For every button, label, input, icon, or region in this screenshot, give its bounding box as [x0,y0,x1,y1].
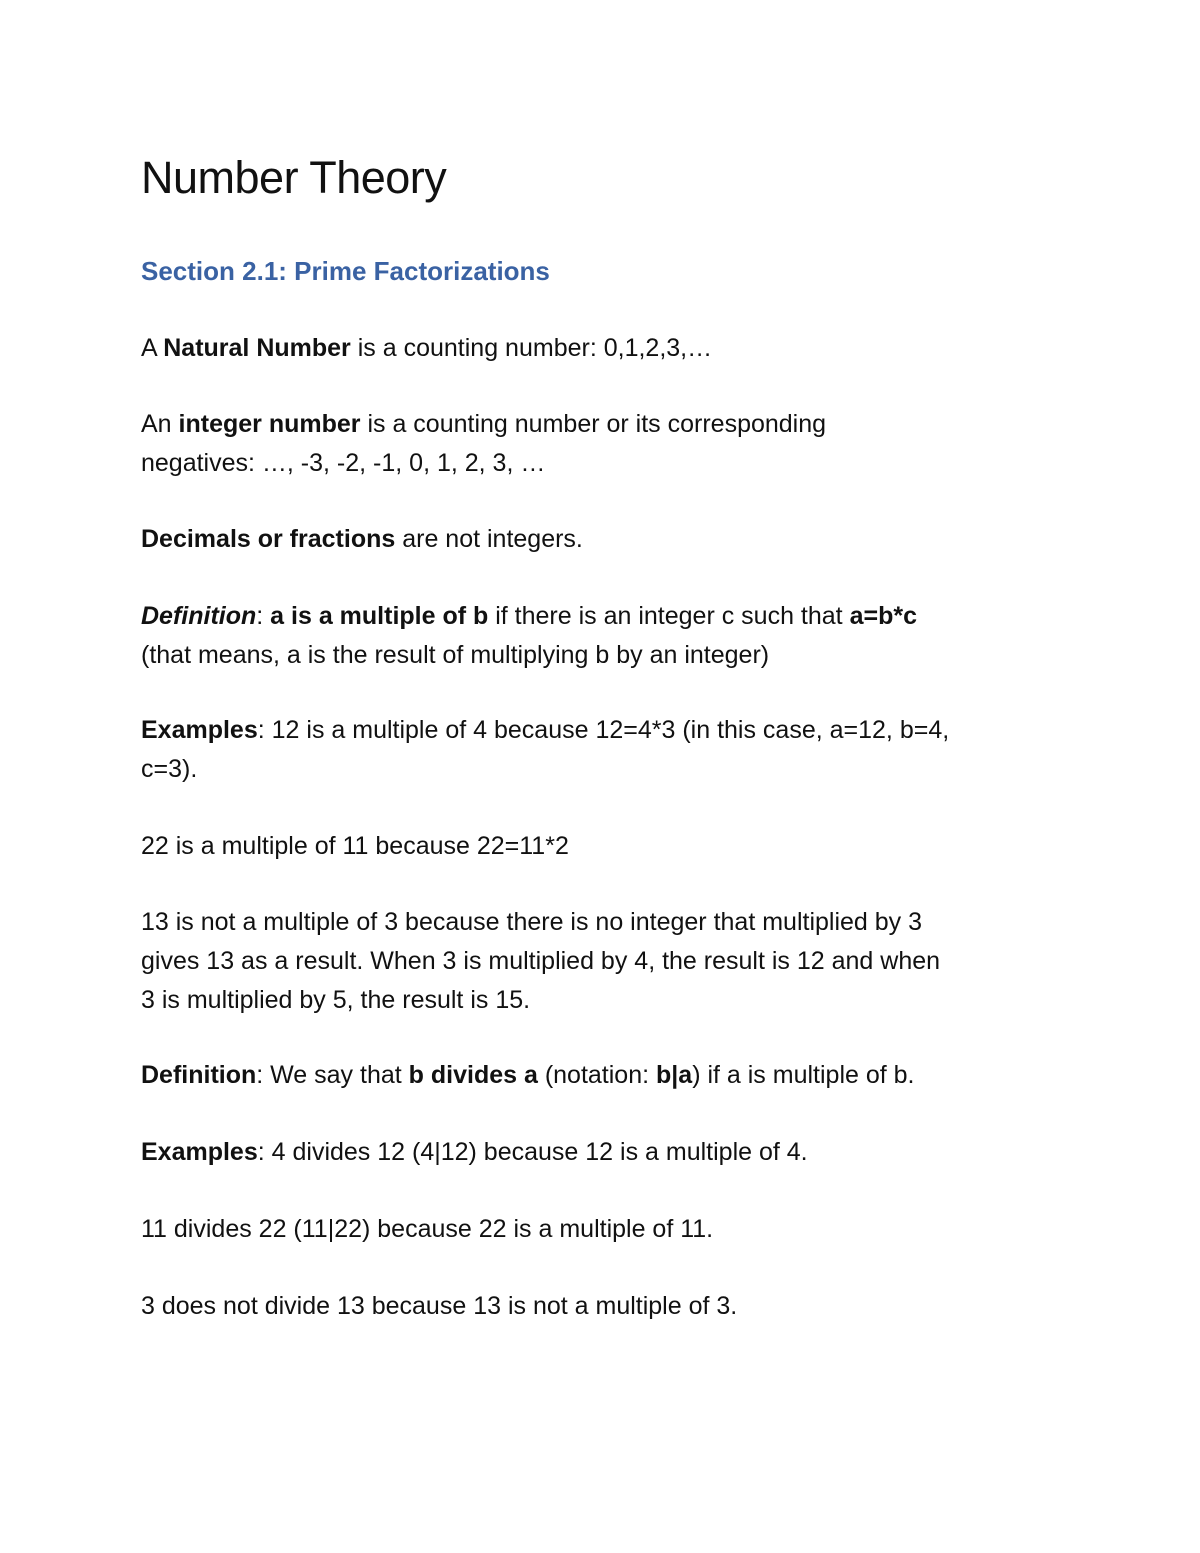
paragraph-definition-divides [141,1056,1081,1095]
text-span: : [256,602,271,630]
bold-term: b divides a [408,1061,538,1089]
text-span: ) if a is multiple of b. [692,1061,915,1089]
bold-term: a=b*c [849,602,917,630]
text-span: is a counting number: 0,1,2,3,… [350,334,713,362]
paragraph-examples-divides [141,1133,1081,1172]
text-span: A [141,334,164,362]
bold-term: a is a multiple of b [270,602,489,630]
text-span: (notation: [537,1061,657,1089]
bold-term: Definition [141,1061,257,1089]
text-span: gives 13 as a result. When 3 is multiplied by 4, the result is 12 and when [141,947,941,975]
text-span: are not integers. [395,525,583,553]
bold-term: b|a [656,1061,693,1089]
paragraph-example-3-not-divides: 3 does not divide 13 because 13 is not a multiple of 3. [141,1292,738,1320]
text-span: negatives: …, -3, -2, -1, 0, 1, 2, 3, … [141,449,546,477]
text-span: An [141,410,179,438]
bold-term: Examples [141,1138,258,1166]
text-span: (that means, a is the result of multiplying b by an integer) [141,641,770,669]
text-span: : 4 divides 12 (4|12) because 12 is a multiple of 4. [257,1138,808,1166]
page-title: Number Theory [141,152,447,203]
bold-term: Natural Number [163,334,351,362]
paragraph-example-13 [141,903,1081,1020]
text-span: c=3). [141,755,198,783]
text-span: 13 is not a multiple of 3 because there is no integer that multiplied by 3 [141,908,923,936]
text-span: if there is an integer c such that [488,602,850,630]
paragraph-examples-multiple [141,711,1081,789]
text-span: is a counting number or its corresponding [360,410,827,438]
paragraph-integer-number [141,405,1081,483]
section-heading: Section 2.1: Prime Factorizations [141,256,550,286]
paragraph-example-22: 22 is a multiple of 11 because 22=11*2 [141,832,569,860]
bold-term: integer number [178,410,361,438]
paragraph-decimals [141,520,1081,559]
bold-term: Examples [141,716,258,744]
paragraph-natural-number [141,329,1081,368]
text-span: : We say that [256,1061,409,1089]
bold-term: Decimals or fractions [141,525,396,553]
text-span: 3 is multiplied by 5, the result is 15. [141,986,531,1014]
paragraph-example-11-divides: 11 divides 22 (11|22) because 22 is a multiple of 11. [141,1215,714,1243]
paragraph-definition-multiple [141,597,1081,675]
definition-label [141,602,256,630]
definition-term: Definition [141,602,257,630]
text-span: : 12 is a multiple of 4 because 12=4*3 (in this case, a=12, b=4, [257,716,950,744]
